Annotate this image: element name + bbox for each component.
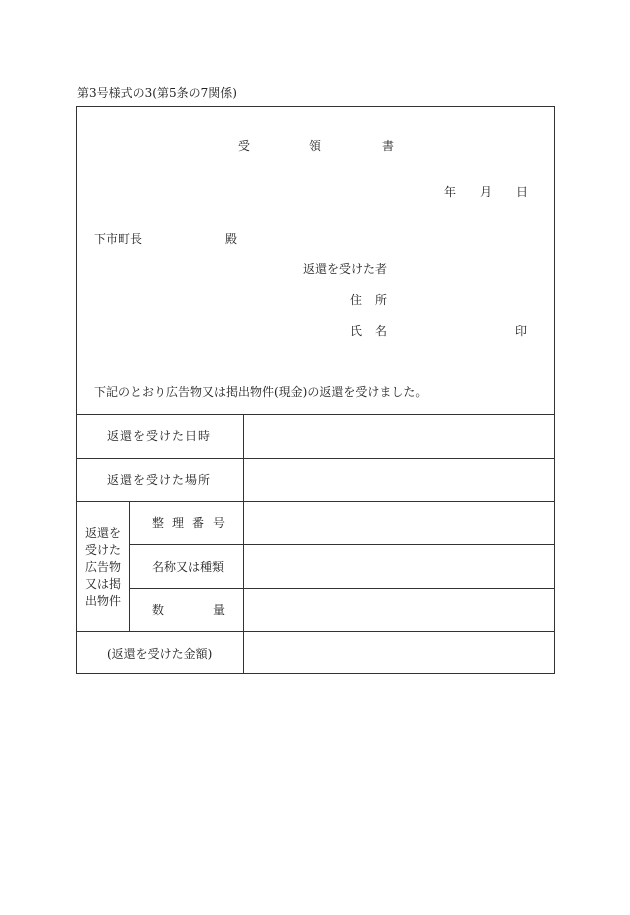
title-char-3: 書	[382, 139, 395, 153]
quantity-label-char-2: 量	[213, 603, 226, 617]
column-divider	[243, 414, 244, 674]
date-month-field[interactable]	[459, 183, 479, 201]
number-label-char-1: 整	[152, 516, 165, 530]
address-label-char-2: 所	[375, 293, 388, 307]
group-label-line: 出物件	[85, 594, 122, 608]
place-label: 返還を受けた場所	[107, 473, 212, 487]
seal-mark: 印	[515, 324, 528, 338]
place-field[interactable]	[245, 459, 553, 501]
name-type-field[interactable]	[245, 545, 553, 588]
date-day-field[interactable]	[495, 183, 515, 201]
addressee: 下市町長	[94, 232, 143, 246]
group-label-line: 返還を	[85, 526, 122, 540]
number-label-char-3: 番	[192, 516, 205, 530]
reference-number-field[interactable]	[245, 502, 553, 544]
title-char-2: 領	[309, 139, 322, 153]
quantity-label-char-1: 数	[152, 603, 165, 617]
statement-text: 下記のとおり広告物又は掲出物件(現金)の返還を受けました。	[94, 385, 428, 399]
form-number: 第3号様式の3(第5条の7関係)	[77, 86, 237, 100]
number-label-char-2: 理	[172, 516, 185, 530]
title-char-1: 受	[238, 139, 251, 153]
receipt-form	[76, 106, 555, 674]
address-label-char-1: 住	[350, 293, 363, 307]
amount-field[interactable]	[245, 632, 553, 673]
group-label-line: 又は掲	[85, 577, 122, 591]
datetime-field[interactable]	[245, 415, 553, 457]
date-month: 月	[480, 185, 493, 199]
date-day: 日	[516, 185, 529, 199]
date-year: 年	[444, 185, 457, 199]
date-year-field[interactable]	[422, 183, 442, 201]
amount-label: (返還を受けた金額)	[107, 647, 213, 661]
column-divider	[129, 501, 130, 631]
address-field[interactable]	[397, 290, 537, 308]
recipient-label: 返還を受けた者	[303, 262, 388, 276]
quantity-field[interactable]	[245, 589, 553, 631]
name-label-char-2: 名	[375, 324, 388, 338]
returned-item-group-label	[85, 525, 121, 610]
number-label-char-4: 号	[213, 516, 226, 530]
honorific: 殿	[225, 232, 238, 246]
name-field[interactable]	[397, 321, 507, 339]
datetime-label: 返還を受けた日時	[107, 429, 212, 443]
name-type-label: 名称又は種類	[152, 560, 225, 574]
group-label-line: 広告物	[85, 560, 122, 574]
group-label-line: 受けた	[85, 543, 122, 557]
name-label-char-1: 氏	[350, 324, 363, 338]
